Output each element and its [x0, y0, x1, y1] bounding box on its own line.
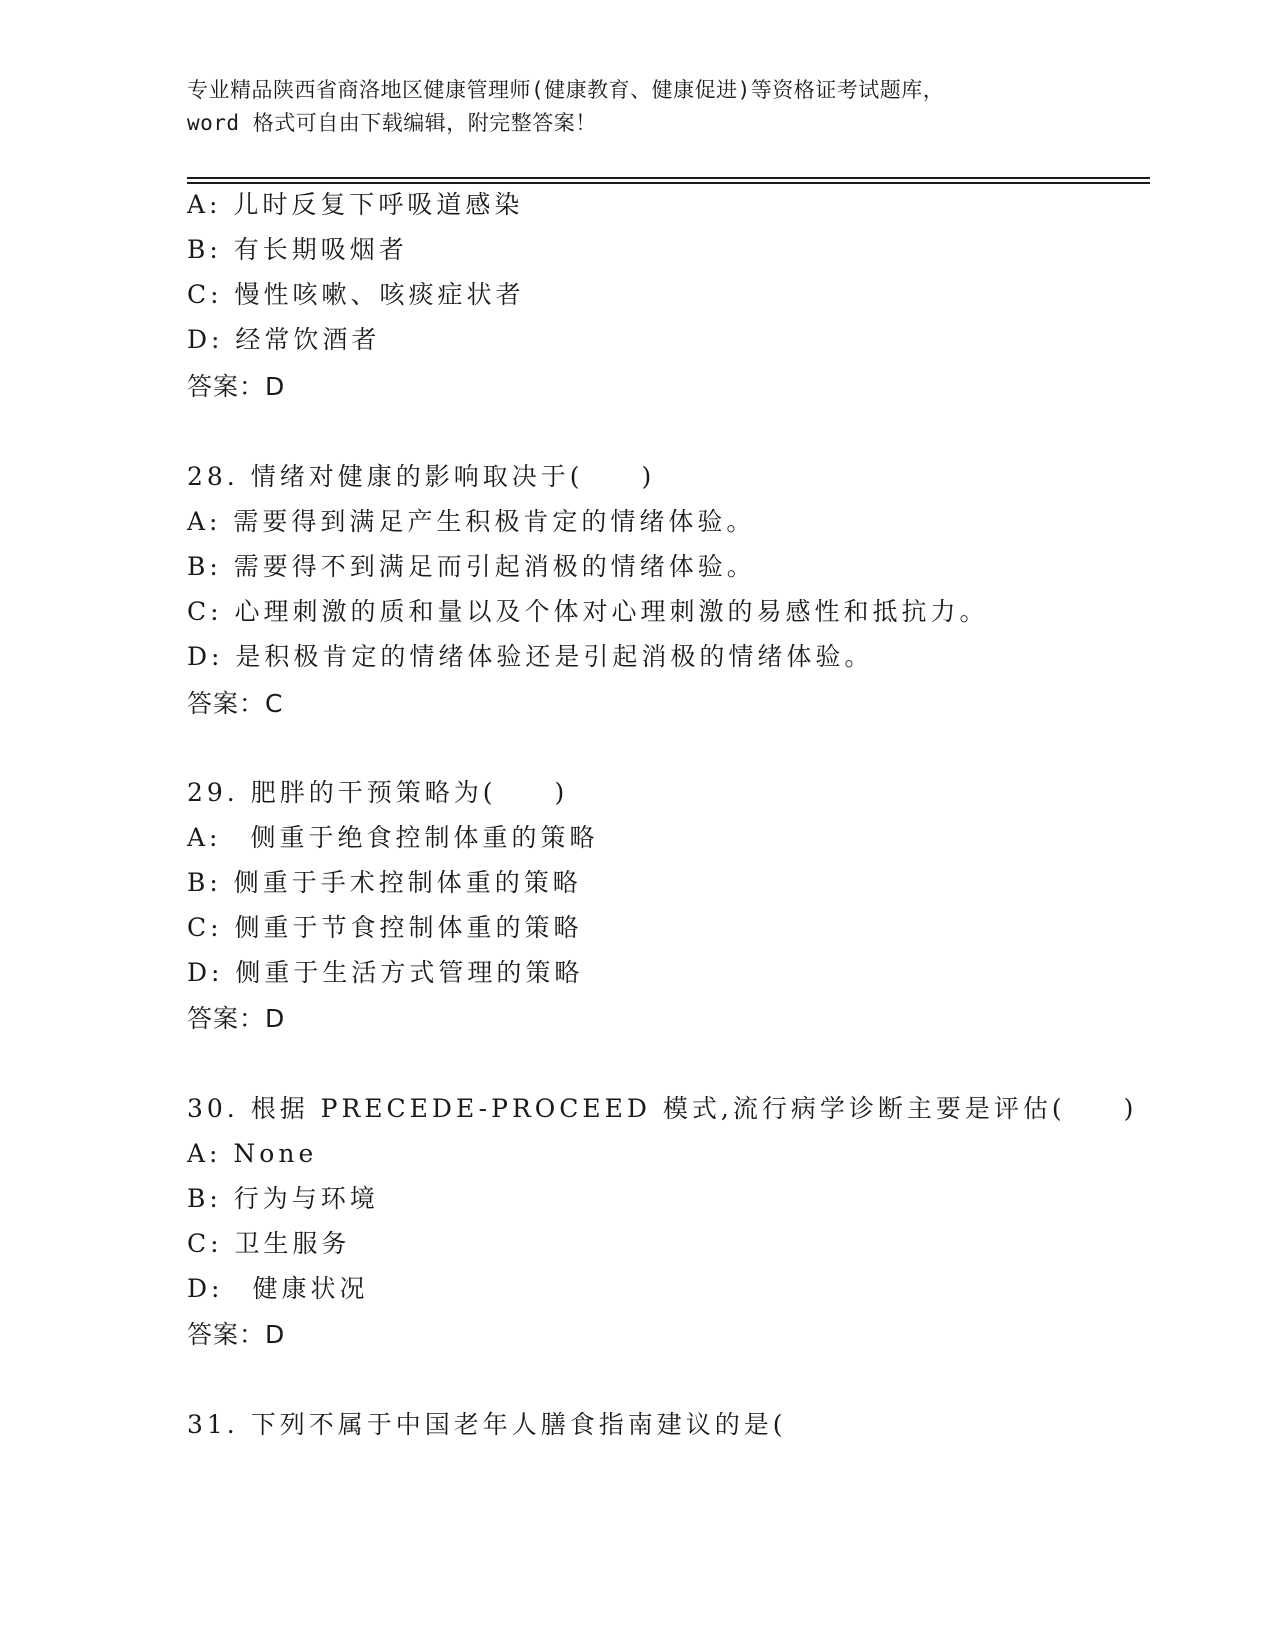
q27-option-b: B: 有长期吸烟者	[187, 235, 408, 264]
q28-option-a: A: 需要得到满足产生积极肯定的情绪体验。	[187, 507, 756, 536]
q29-option-a: A: 侧重于绝食控制体重的策略	[187, 823, 599, 852]
q28-option-c: C: 心理刺激的质和量以及个体对心理刺激的易感性和抵抗力。	[187, 597, 989, 626]
q30-option-d: D: 健康状况	[187, 1274, 369, 1303]
q29-option-b: B: 侧重于手术控制体重的策略	[187, 868, 582, 897]
header-divider-top	[187, 177, 1150, 179]
q28-option-b: B: 需要得不到满足而引起消极的情绪体验。	[187, 552, 756, 581]
q28-question: 28. 情绪对健康的影响取决于( )	[187, 462, 656, 491]
q28-answer: 答案：C	[187, 689, 284, 718]
q28-option-d: D: 是积极肯定的情绪体验还是引起消极的情绪体验。	[187, 642, 874, 671]
q30-answer: 答案：D	[187, 1320, 286, 1349]
header-divider-bottom	[187, 182, 1150, 184]
document-header	[187, 74, 1067, 140]
q27-option-d: D: 经常饮酒者	[187, 325, 381, 354]
q31-question: 31. 下列不属于中国老年人膳食指南建议的是(	[187, 1410, 787, 1439]
q30-option-c: C: 卫生服务	[187, 1229, 351, 1258]
q29-option-d: D: 侧重于生活方式管理的策略	[187, 958, 584, 987]
q27-option-a: A: 儿时反复下呼吸道感染	[187, 190, 524, 219]
header-line-1: 专业精品陕西省商洛地区健康管理师(健康教育、健康促进)等资格证考试题库，	[187, 78, 945, 102]
q30-question: 30. 根据 PRECEDE-PROCEED 模式,流行病学诊断主要是评估( )	[187, 1094, 1138, 1123]
q27-answer: 答案：D	[187, 372, 286, 401]
q27-option-c: C: 慢性咳嗽、咳痰症状者	[187, 280, 525, 309]
q29-question: 29. 肥胖的干预策略为( )	[187, 778, 569, 807]
q30-option-b: B: 行为与环境	[187, 1184, 379, 1213]
q29-option-c: C: 侧重于节食控制体重的策略	[187, 913, 583, 942]
q29-answer: 答案：D	[187, 1004, 286, 1033]
header-line-2: word 格式可自由下载编辑，附完整答案！	[187, 111, 597, 135]
q30-option-a: A: None	[187, 1139, 318, 1168]
